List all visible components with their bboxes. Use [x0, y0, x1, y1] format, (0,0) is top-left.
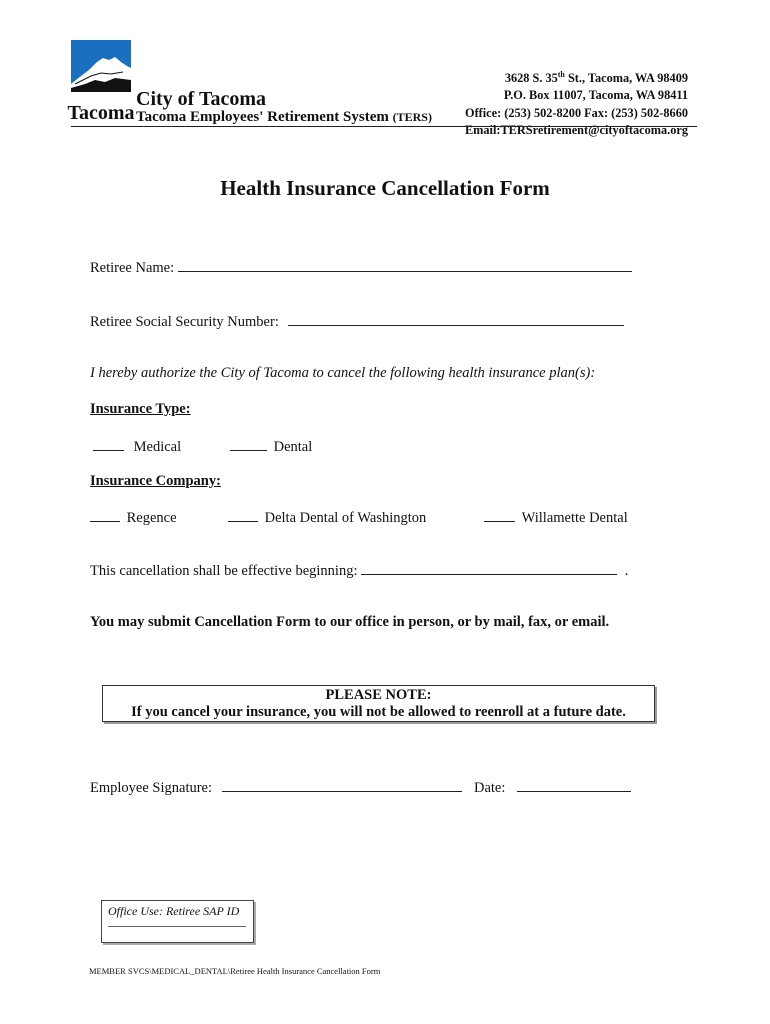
date-label: Date:: [474, 780, 506, 796]
regence-option: [90, 508, 177, 527]
signature-label: Employee Signature:: [90, 780, 213, 796]
form-title: Health Insurance Cancellation Form: [220, 176, 550, 200]
ssn-field[interactable]: [288, 312, 624, 326]
regence-label: Regence: [126, 510, 177, 526]
willamette-checkbox-line[interactable]: [484, 508, 515, 522]
signature-field[interactable]: [222, 778, 462, 792]
date-field[interactable]: [517, 778, 631, 792]
insurance-type-heading: Insurance Type:: [90, 401, 191, 417]
please-note-box: [102, 685, 655, 722]
sap-id-field[interactable]: [108, 926, 246, 927]
retiree-name-field[interactable]: [178, 258, 632, 272]
dental-label: Dental: [273, 439, 313, 455]
effective-date-field[interactable]: [361, 561, 617, 575]
org-name: City of Tacoma: [136, 88, 266, 110]
org-subtitle-text: Tacoma Employees' Retirement System: [136, 109, 389, 125]
medical-label: Medical: [133, 439, 182, 455]
ssn-label: Retiree Social Security Number:: [90, 314, 279, 330]
org-subtitle-abbr: (TERS): [392, 110, 432, 124]
date-row: [474, 778, 631, 797]
note-heading: PLEASE NOTE:: [325, 687, 432, 703]
city-of-tacoma-logo: [67, 40, 135, 126]
signature-row: [90, 778, 462, 797]
email-address: Email:TERSretirement@cityoftacoma.org: [464, 122, 688, 137]
insurance-company-heading: Insurance Company:: [90, 473, 221, 489]
address-po-box: P.O. Box 11007, Tacoma, WA 98411: [503, 88, 688, 103]
logo-wordmark: Tacoma: [67, 102, 135, 124]
regence-checkbox-line[interactable]: [90, 508, 120, 522]
willamette-dental-label: Willamette Dental: [521, 510, 628, 526]
delta-dental-checkbox-line[interactable]: [228, 508, 258, 522]
contact-block: [465, 66, 688, 139]
willamette-dental-option: [484, 508, 628, 527]
retiree-name-label: Retiree Name:: [90, 260, 175, 276]
submit-instructions: You may submit Cancellation Form to our office in person, or by mail, fax, or email.: [90, 614, 610, 630]
medical-checkbox-line[interactable]: [93, 437, 124, 451]
ssn-row: [90, 312, 624, 331]
retiree-name-row: [90, 258, 632, 277]
org-subtitle: [136, 109, 432, 126]
note-text: If you cancel your insurance, you will not be allowed to reenroll at a future date.: [131, 704, 626, 720]
medical-option: [93, 437, 181, 456]
authorization-statement: I hereby authorize the City of Tacoma to cancel the following health insurance plan(s):: [90, 365, 596, 381]
delta-dental-label: Delta Dental of Washington: [264, 510, 427, 526]
office-use-label: Office Use: Retiree SAP ID: [108, 904, 240, 918]
delta-dental-option: [228, 508, 426, 527]
dental-checkbox-line[interactable]: [230, 437, 267, 451]
document-path-footer: MEMBER SVCS\MEDICAL_DENTAL\Retiree Health Insurance Cancellation Form: [89, 966, 381, 976]
header-divider: [71, 126, 697, 127]
office-use-box: [101, 900, 254, 943]
phone-fax: Office: (253) 502-8200 Fax: (253) 502-8660: [465, 105, 688, 120]
effective-date-label: This cancellation shall be effective beginning:: [90, 563, 358, 579]
dental-option: [230, 437, 312, 456]
address-street: 3628 S. 35th St., Tacoma, WA 98409: [504, 70, 688, 86]
effective-date-row: This cancellation shall be effective beginning: .: [90, 563, 629, 579]
